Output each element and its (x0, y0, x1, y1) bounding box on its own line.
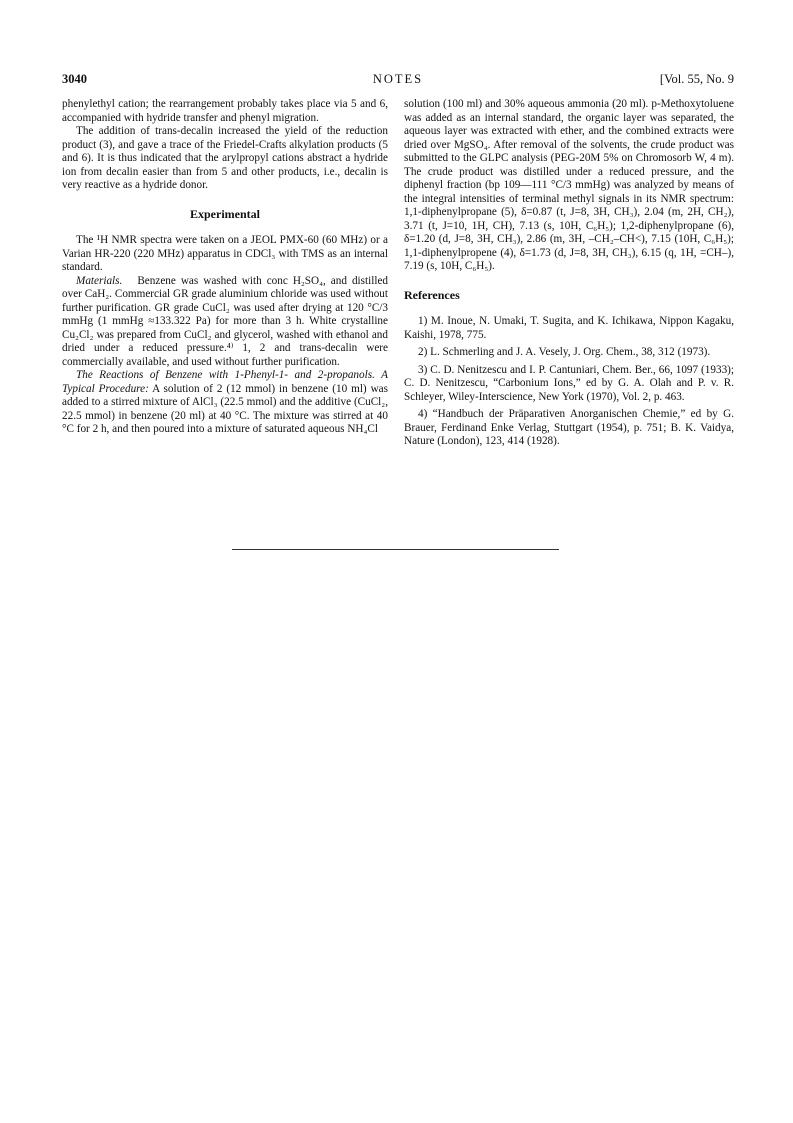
experimental-heading: Experimental (190, 206, 260, 221)
page-number: 3040 (62, 72, 87, 86)
reference-item: 4) “Handbuch der Präparativen Anorganischen Chemie,” ed by G. Brauer, Ferdinand Enke Verlag, Stuttgart (1954), p. 751; B. K. Vaidya, Nature (London), 123, 414 (1928). (404, 408, 734, 447)
page-header (62, 72, 734, 90)
left-column (62, 98, 388, 437)
right-column (404, 98, 734, 453)
volume-info: [Vol. 55, No. 9 (659, 72, 734, 86)
materials-text: Benzene was washed with conc H₂SO₄, and distilled over CaH₂. Commercial GR grade aluminium chloride was used without further purification. GR grade CuCl₂ was used after drying at 120 °C/3 mmHg (1 mmHg ≈133.322 Pa) for more than 3 h. White crystalline Cu₂Cl₂ was prepared from CuCl₂ and glycerol, washed with ethanol and dried under a reduced pressure.⁴⁾ 1, 2 and trans-decalin were commercially available, and used without further purification. (62, 274, 388, 368)
paragraph-procedure (62, 369, 388, 437)
reference-item: 1) M. Inoue, N. Umaki, T. Sugita, and K. Ichikawa, Nippon Kagaku, Kaishi, 1978, 775. (404, 315, 734, 341)
reference-item: 3) C. D. Nenitzescu and I. P. Cantuniari, Chem. Ber., 66, 1097 (1933); C. D. Nenitzescu, “Carbonium Ions,” ed by G. A. Olah and P. v. R. Schleyer, Wiley-Interscience, New York (1970), Vol. 2, p. 463. (404, 363, 734, 403)
paragraph-decalin: The addition of trans-decalin increased the yield of the reduction product (3), and gave a trace of the Friedel-Crafts alkylation products (5 and 6). It is thus indicated that the arylpropyl cations abstract a hydride ion from decalin easier than from 5 and other products, i.e., decalin is very reactive as a hydride donor. (62, 125, 388, 191)
end-rule (232, 549, 559, 550)
running-title: NOTES (372, 72, 424, 86)
paragraph-nmr: The ¹H NMR spectra were taken on a JEOL PMX-60 (60 MHz) or a Varian HR-220 (220 MHz) apparatus in CDCl₃ with TMS as an internal standard. (62, 234, 388, 273)
paragraph-workup: solution (100 ml) and 30% aqueous ammonia (20 ml). p-Methoxytoluene was added as an internal standard, the organic layer was separated, the aqueous layer was extracted with ether, and the combined extracts were dried over MgSO₄. After removal of the solvents, the crude product was submitted to the GLPC analysis (PEG-20M 5% on Chromosorb W, 4 m). The crude product was distilled under a reduced pressure, and the diphenyl fraction (bp 109—111 °C/3 mmHg) was analyzed by means of the integral intensities of terminal methyl signals in its NMR spectrum: 1,1-diphenylpropane (5), δ=0.87 (t, J=8, 3H, CH₃), 2.04 (m, 2H, CH₂), 3.71 (t, J=10, 1H, CH), 7.13 (s, 10H, C₆H₅); 1,2-diphenylpropane (6), δ=1.20 (d, J=8, 3H, CH₃), 2.86 (m, 3H, –CH₂–CH<), 7.15 (10H, C₆H₅); 1,1-diphenylpropene (4), δ=1.73 (d, J=8, 3H, CH₃), 6.15 (q, 1H, =CH–), 7.19 (s, 10H, C₆H₅). (404, 98, 734, 272)
paragraph-continuation: phenylethyl cation; the rearrangement probably takes place via 5 and 6, accompanied with hydride transfer and phenyl migration. (62, 98, 388, 124)
reference-item: 2) L. Schmerling and J. A. Vesely, J. Org. Chem., 38, 312 (1973). (418, 346, 711, 358)
materials-lead: Materials. (76, 274, 123, 287)
procedure-lead: The Reactions of Benzene with 1-Phenyl-1- and 2-propanols. A Typical Procedure: (62, 369, 388, 395)
references-heading: References (404, 287, 460, 302)
paragraph-materials (62, 275, 388, 370)
procedure-text: A solution of 2 (12 mmol) in benzene (10 ml) was added to a stirred mixture of AlCl₃ (22.5 mmol) and the additive (CuCl₂, 22.5 mmol) in benzene (20 ml) at 40 °C. The mixture was stirred at 40 °C for 2 h, and then poured into a mixture of saturated aqueous NH₄Cl (62, 382, 388, 435)
